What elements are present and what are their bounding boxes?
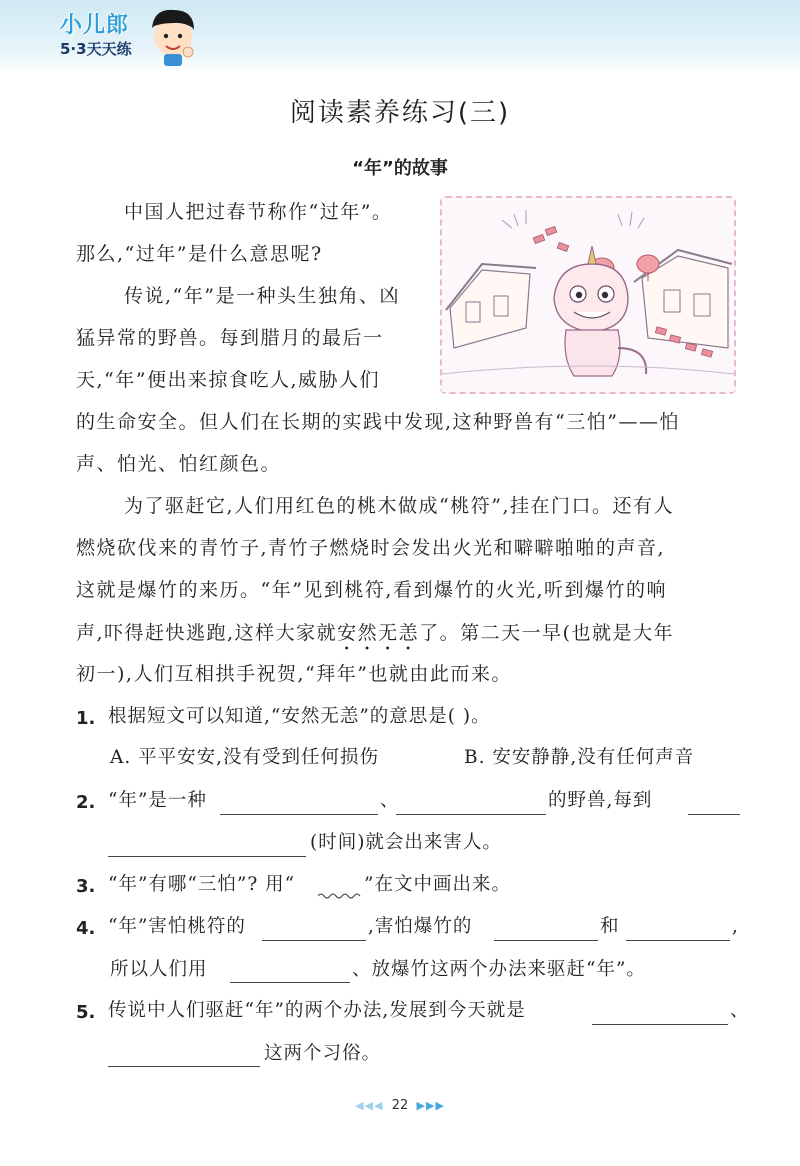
question-5-text: 这两个习俗。 bbox=[264, 1043, 382, 1064]
question-4-text: ,害怕爆竹的 bbox=[368, 916, 473, 937]
question-number: 2. bbox=[76, 792, 96, 813]
answer-blank[interactable] bbox=[220, 814, 378, 815]
answer-blank[interactable] bbox=[626, 940, 730, 941]
brand-logo bbox=[60, 8, 210, 68]
passage-text: 声,吓得赶快逃跑,这样大家就 bbox=[76, 622, 338, 644]
question-4-text: 和 bbox=[600, 916, 620, 937]
passage-line: 燃烧砍伐来的青竹子,青竹子燃烧时会发出火光和噼噼啪啪的声音, bbox=[76, 537, 666, 559]
question-2-text: (时间)就会出来害人。 bbox=[310, 832, 502, 853]
answer-blank[interactable] bbox=[592, 1024, 728, 1025]
answer-blank[interactable] bbox=[494, 940, 598, 941]
question-4-text: “年”害怕桃符的 bbox=[108, 916, 246, 937]
lantern-icon bbox=[637, 255, 659, 273]
passage-line: 初一),人们互相拱手祝贺,“拜年”也就由此而来。 bbox=[76, 663, 512, 685]
passage-line: 的生命安全。但人们在长期的实践中发现,这种野兽有“三怕”——怕 bbox=[76, 411, 680, 433]
question-2-text: “年”是一种 bbox=[108, 790, 207, 811]
answer-blank[interactable] bbox=[262, 940, 366, 941]
question-1-option-b[interactable]: B. 安安静静,没有任何声音 bbox=[464, 747, 695, 768]
nian-beast-illustration bbox=[440, 196, 736, 394]
passage-line: 那么,“过年”是什么意思呢? bbox=[76, 243, 323, 265]
question-1-text: 根据短文可以知道,“安然无恙”的意思是( )。 bbox=[108, 706, 491, 727]
answer-blank[interactable] bbox=[108, 1066, 260, 1067]
question-2-text: 的野兽,每到 bbox=[548, 790, 653, 811]
question-number: 5. bbox=[76, 1002, 96, 1023]
question-5-text: 、 bbox=[730, 1000, 750, 1021]
question-number: 1. bbox=[76, 708, 96, 729]
passage-text: 了。第二天一早(也就是大年 bbox=[419, 622, 675, 644]
page-number: 22 bbox=[391, 1098, 409, 1113]
answer-blank[interactable] bbox=[230, 982, 350, 983]
story-title: “年”的故事 bbox=[352, 158, 448, 179]
question-3-text: ”在文中画出来。 bbox=[364, 874, 511, 895]
prev-arrows-icon: ◀◀◀ bbox=[355, 1099, 384, 1112]
page-title: 阅读素养练习(三) bbox=[289, 98, 511, 128]
passage-line: 猛异常的野兽。每到腊月的最后一 bbox=[76, 327, 384, 349]
passage-line: 为了驱赶它,人们用红色的桃木做成“桃符”,挂在门口。还有人 bbox=[124, 495, 675, 517]
question-1-option-a[interactable]: A. 平平安安,没有受到任何损伤 bbox=[110, 747, 380, 768]
question-4-text: 所以人们用 bbox=[110, 959, 208, 980]
passage-line: 这就是爆竹的来历。“年”见到桃符,看到爆竹的火光,听到爆竹的响 bbox=[76, 579, 668, 601]
question-number: 4. bbox=[76, 918, 96, 939]
question-4-text: 、放爆竹这两个办法来驱赶“年”。 bbox=[352, 959, 646, 980]
answer-blank[interactable] bbox=[108, 856, 306, 857]
passage-line: 声、怕光、怕红颜色。 bbox=[76, 453, 282, 475]
question-2-text: 、 bbox=[380, 790, 400, 811]
passage-line: 中国人把过春节称作“过年”。 bbox=[124, 201, 393, 223]
logo-subtitle: 5·3天天练 bbox=[60, 40, 132, 58]
passage-line bbox=[76, 622, 674, 655]
answer-blank[interactable] bbox=[688, 814, 740, 815]
answer-blank[interactable] bbox=[396, 814, 546, 815]
wavy-underline-icon bbox=[318, 892, 362, 900]
question-5-text: 传说中人们驱赶“年”的两个办法,发展到今天就是 bbox=[108, 1000, 526, 1021]
illustration-scene bbox=[442, 198, 734, 392]
passage-line: 天,“年”便出来掠食吃人,威胁人们 bbox=[76, 369, 381, 391]
question-4-text: , bbox=[732, 916, 739, 937]
next-arrows-icon: ▶▶▶ bbox=[416, 1099, 445, 1112]
question-3-text: “年”有哪“三怕”? 用“ bbox=[108, 874, 296, 895]
boy-mascot-icon bbox=[144, 6, 202, 68]
page-footer bbox=[0, 1098, 800, 1113]
logo-title: 小儿郎 bbox=[60, 13, 130, 38]
question-number: 3. bbox=[76, 876, 96, 897]
passage-line: 传说,“年”是一种头生独角、凶 bbox=[124, 285, 400, 307]
dotted-phrase: 安然无恙 bbox=[337, 622, 420, 644]
